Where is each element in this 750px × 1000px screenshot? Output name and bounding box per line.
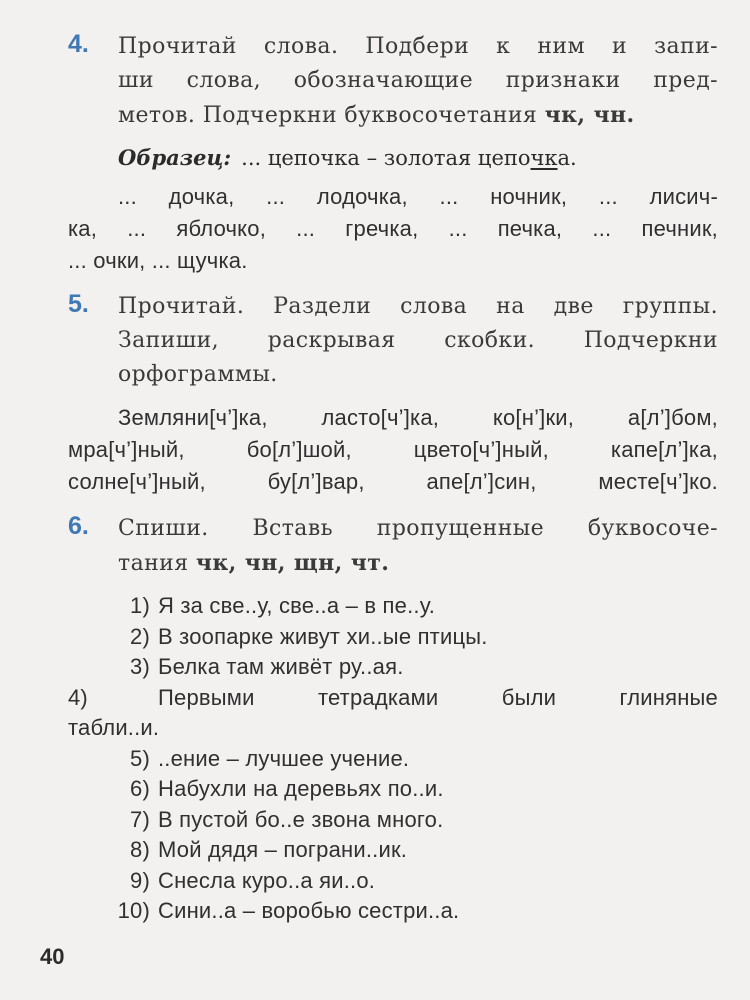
item-number: 6) (130, 776, 150, 801)
word-line: ... очки, ... щучка. (68, 248, 248, 273)
exercise-number: 5. (68, 290, 89, 318)
sample-underlined: чк (530, 146, 558, 170)
task-line: Спиши. Вставь пропущенные буквосоче- (118, 516, 718, 541)
list-item (68, 835, 718, 866)
item-text: Набухли на деревьях по..и. (158, 776, 444, 801)
sample-text: ... цепочка – золотая цепо (241, 146, 531, 170)
item-number: 9) (130, 867, 150, 893)
exercise-task (118, 290, 718, 392)
list-item (68, 683, 718, 714)
word-list (68, 181, 718, 277)
task-line: Прочитай слова. Подбери к ним и запи- (118, 34, 718, 59)
item-number: 2) (130, 623, 150, 649)
list-item (68, 774, 718, 805)
item-number: 4) (68, 684, 88, 710)
item-text: Первыми тетрадками были глиняные (158, 684, 718, 710)
word-line: ... дочка, ... лодочка, ... ночник, ... лисич- (118, 184, 718, 209)
item-number: 5) (130, 745, 150, 771)
item-number: 3) (130, 654, 150, 679)
list-item (68, 866, 718, 897)
item-number: 10) (117, 898, 150, 923)
exercise-5 (68, 290, 718, 498)
item-number: 7) (130, 806, 150, 832)
page-number: 40 (40, 944, 65, 969)
exercise-number: 6. (68, 512, 89, 540)
list-item (68, 896, 718, 927)
task-bold-letters: чк, чн. (544, 102, 635, 128)
list-item-continuation: табли..и. (68, 715, 160, 740)
item-text: Сини..а – воробью сестри..а. (158, 898, 460, 923)
task-bold-letters: чк, чн, щн, чт. (195, 550, 390, 576)
item-text: Снесла куро..а яи..о. (158, 867, 376, 893)
item-number: 8) (130, 837, 150, 862)
task-line: Запиши, раскрывая скобки. Подчеркни (118, 328, 718, 353)
task-line: Прочитай. Раздели слова на две группы. (118, 294, 718, 319)
task-text: метов. Подчеркни буквосочетания (118, 103, 545, 128)
sample-end: а. (557, 146, 577, 170)
exercise-6 (68, 512, 718, 927)
item-text: Белка там живёт ру..ая. (158, 654, 404, 679)
task-line (118, 98, 718, 133)
item-text: В зоопарке живут хи..ые птицы. (158, 623, 488, 649)
word-line: ка, ... яблочко, ... гречка, ... печка, ... печник, (68, 216, 718, 241)
task-line: орфограммы. (118, 362, 278, 387)
word-line: мра[ч’]ный, бо[л’]шой, цвето[ч’]ный, капе[л’]ка, (68, 437, 718, 462)
sample-label: Образец: (118, 145, 232, 170)
list-item (68, 744, 718, 775)
word-list (68, 402, 718, 498)
exercise-4 (68, 30, 718, 277)
list-item (68, 652, 718, 683)
sample-line (118, 141, 718, 175)
item-text: В пустой бо..е звона много. (158, 806, 444, 832)
item-text: Я за све..у, све..а – в пе..у. (158, 593, 436, 618)
task-line (118, 546, 718, 581)
word-line: солне[ч’]ный, бу[л’]вар, апе[л’]син, месте[ч’]ко. (68, 469, 718, 494)
task-text: тания (118, 551, 196, 576)
item-number: 1) (130, 593, 150, 618)
sentence-list (68, 591, 718, 927)
list-item (68, 591, 718, 622)
word-line: Земляни[ч’]ка, ласто[ч’]ка, ко[н’]ки, а[л’]бом, (118, 405, 718, 430)
exercise-task (118, 30, 718, 133)
item-text: ..ение – лучшее учение. (158, 745, 410, 771)
list-item (68, 622, 718, 653)
task-line: ши слова, обозначающие признаки пред- (118, 68, 718, 93)
exercise-task (118, 512, 718, 581)
exercise-number: 4. (68, 30, 89, 58)
list-item (68, 805, 718, 836)
item-text: Мой дядя – пограни..ик. (158, 837, 408, 862)
